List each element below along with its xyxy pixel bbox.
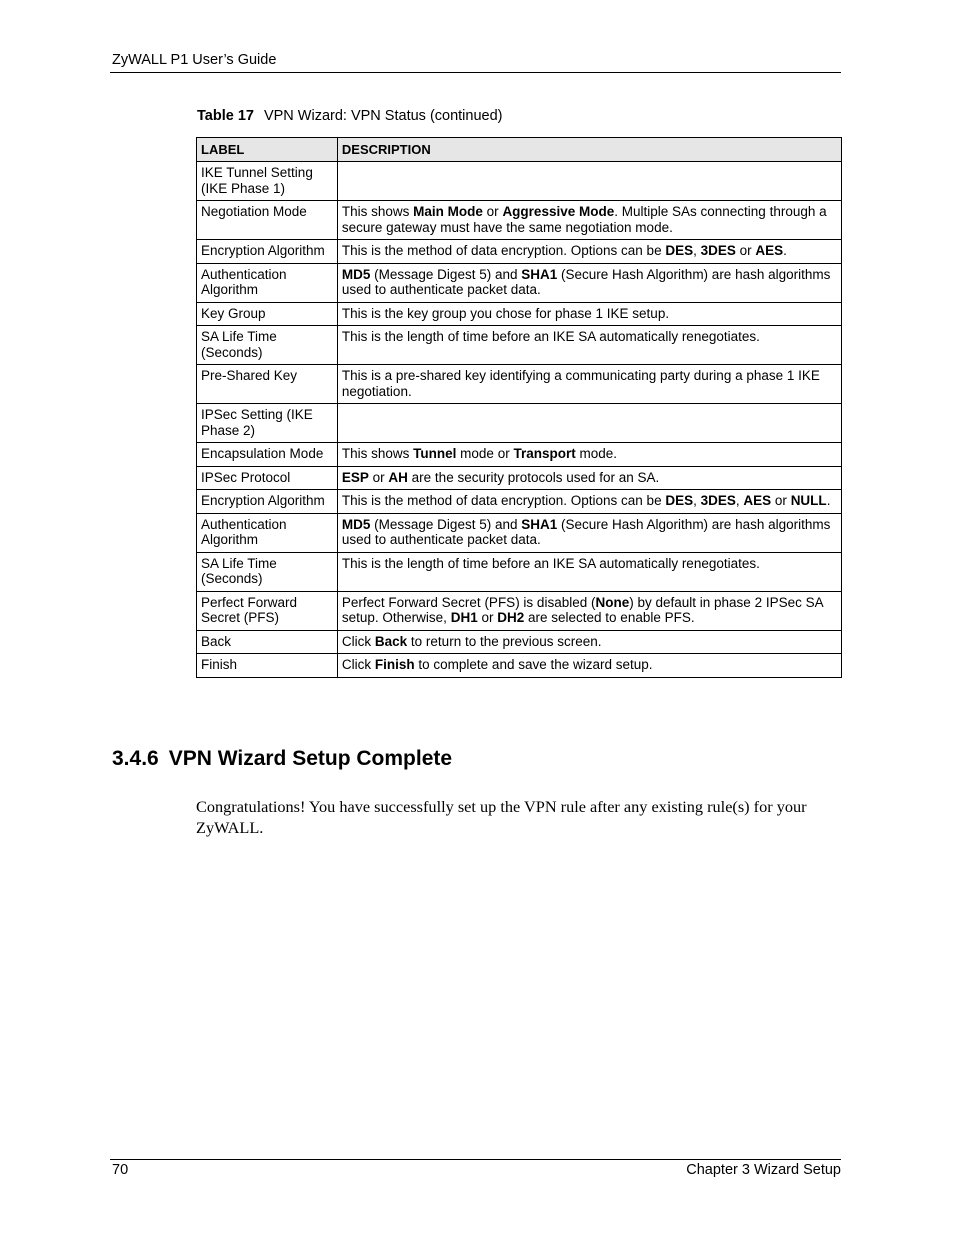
row-description bbox=[337, 201, 841, 240]
description-text: or bbox=[771, 493, 791, 508]
row-label: IPSec Protocol bbox=[197, 466, 338, 490]
description-bold-term: None bbox=[595, 594, 630, 610]
row-label: Perfect Forward Secret (PFS) bbox=[197, 591, 338, 630]
table-row bbox=[197, 162, 842, 201]
row-label: Encryption Algorithm bbox=[197, 240, 338, 264]
description-text: . bbox=[826, 493, 831, 508]
vpn-status-table bbox=[196, 137, 842, 678]
row-label: Finish bbox=[197, 654, 338, 678]
description-bold-term: Aggressive Mode bbox=[502, 204, 615, 219]
table-caption-title: VPN Wizard: VPN Status (continued) bbox=[263, 108, 503, 124]
row-description bbox=[337, 365, 841, 404]
table-row bbox=[197, 201, 842, 240]
description-text: or bbox=[735, 243, 756, 258]
row-label: Authentication Algorithm bbox=[197, 513, 338, 552]
description-text: ) by default in phase 2 IPSec SA setup. Otherwise, bbox=[341, 594, 823, 625]
description-text: mode or bbox=[456, 446, 514, 461]
row-description bbox=[337, 513, 841, 552]
table-row bbox=[197, 654, 842, 678]
description-text: (Message Digest 5) and bbox=[370, 266, 522, 282]
row-label: IPSec Setting (IKE Phase 2) bbox=[197, 404, 338, 443]
table-caption bbox=[197, 108, 503, 124]
description-text: , bbox=[735, 493, 744, 508]
row-description bbox=[337, 630, 841, 654]
row-label: Back bbox=[197, 630, 338, 654]
description-bold-term: AES bbox=[755, 243, 784, 258]
description-bold-term: DH2 bbox=[497, 610, 525, 625]
description-text: This is the length of time before an IKE SA automatically renegotiates. bbox=[341, 329, 760, 344]
table-row bbox=[197, 326, 842, 365]
description-bold-term: Finish bbox=[374, 657, 415, 672]
description-text: This is the method of data encryption. Options can be bbox=[341, 243, 666, 258]
running-header: ZyWALL P1 User’s Guide bbox=[112, 52, 277, 68]
footer-chapter: Chapter 3 Wizard Setup bbox=[686, 1162, 841, 1178]
description-text: This shows bbox=[341, 446, 414, 461]
row-label: IKE Tunnel Setting (IKE Phase 1) bbox=[197, 162, 338, 201]
section-heading bbox=[112, 747, 452, 771]
footer-rule bbox=[110, 1159, 841, 1160]
row-description bbox=[337, 263, 841, 302]
column-header-label: LABEL bbox=[197, 138, 338, 162]
row-description bbox=[337, 162, 841, 201]
column-header-description: DESCRIPTION bbox=[337, 138, 841, 162]
description-text: to complete and save the wizard setup. bbox=[414, 657, 653, 672]
table-row bbox=[197, 302, 842, 326]
description-text: Click bbox=[341, 633, 375, 649]
description-text: or bbox=[368, 469, 389, 485]
description-text: This is the length of time before an IKE SA automatically renegotiates. bbox=[341, 555, 760, 571]
row-label: Key Group bbox=[197, 302, 338, 326]
table-caption-number: Table 17 bbox=[197, 108, 254, 124]
table-row bbox=[197, 630, 842, 654]
description-text: This is the key group you chose for phase 1 IKE setup. bbox=[341, 305, 670, 321]
description-bold-term: MD5 bbox=[341, 266, 371, 282]
description-text: (Secure Hash Algorithm) are hash algorithms used to authenticate packet data. bbox=[341, 266, 831, 297]
description-text: (Secure Hash Algorithm) are hash algorithms used to authenticate packet data. bbox=[341, 516, 831, 547]
description-text: This is a pre-shared key identifying a communicating party during a phase 1 IKE negotiation. bbox=[341, 368, 820, 399]
description-bold-term: AES bbox=[743, 493, 772, 508]
row-label: Authentication Algorithm bbox=[197, 263, 338, 302]
table-row bbox=[197, 552, 842, 591]
table-row bbox=[197, 466, 842, 490]
section-number: 3.4.6 bbox=[112, 747, 159, 770]
description-bold-term: SHA1 bbox=[521, 266, 558, 282]
description-text: Perfect Forward Secret (PFS) is disabled ( bbox=[341, 594, 596, 610]
description-bold-term: AH bbox=[388, 469, 408, 485]
row-description bbox=[337, 552, 841, 591]
description-text: Click bbox=[341, 657, 375, 672]
description-bold-term: SHA1 bbox=[521, 516, 558, 532]
row-label: SA Life Time (Seconds) bbox=[197, 326, 338, 365]
description-bold-term: Transport bbox=[513, 446, 576, 461]
description-bold-term: ESP bbox=[341, 469, 369, 485]
row-description bbox=[337, 404, 841, 443]
table-row bbox=[197, 443, 842, 467]
table-row bbox=[197, 404, 842, 443]
description-bold-term: DES bbox=[665, 243, 694, 258]
description-bold-term: DH1 bbox=[450, 610, 478, 625]
description-text: (Message Digest 5) and bbox=[370, 516, 522, 532]
description-text: . bbox=[783, 243, 787, 258]
row-label: Pre-Shared Key bbox=[197, 365, 338, 404]
table-row bbox=[197, 513, 842, 552]
description-text: mode. bbox=[575, 446, 617, 461]
table-row bbox=[197, 263, 842, 302]
description-text: are the security protocols used for an SA. bbox=[407, 469, 660, 485]
description-text: to return to the previous screen. bbox=[407, 633, 602, 649]
description-text: , bbox=[693, 243, 701, 258]
description-bold-term: Tunnel bbox=[413, 446, 457, 461]
description-text: , bbox=[693, 493, 701, 508]
row-description bbox=[337, 654, 841, 678]
table-row bbox=[197, 490, 842, 514]
description-text: are selected to enable PFS. bbox=[524, 610, 695, 625]
description-bold-term: 3DES bbox=[700, 493, 736, 508]
table-row bbox=[197, 591, 842, 630]
header-rule bbox=[110, 72, 841, 73]
description-text: . Multiple SAs connecting through a secure gateway must have the same negotiation mode. bbox=[341, 204, 827, 235]
row-label: Encryption Algorithm bbox=[197, 490, 338, 514]
row-description bbox=[337, 591, 841, 630]
table-header-row bbox=[197, 138, 842, 162]
row-description bbox=[337, 466, 841, 490]
row-description bbox=[337, 302, 841, 326]
description-bold-term: Back bbox=[374, 633, 408, 649]
description-bold-term: DES bbox=[665, 493, 694, 508]
description-text: This is the method of data encryption. Options can be bbox=[341, 493, 666, 508]
row-description bbox=[337, 326, 841, 365]
description-bold-term: Main Mode bbox=[413, 204, 483, 219]
table-body bbox=[197, 162, 842, 678]
table-row bbox=[197, 365, 842, 404]
row-label: SA Life Time (Seconds) bbox=[197, 552, 338, 591]
row-description bbox=[337, 240, 841, 264]
description-bold-term: MD5 bbox=[341, 516, 371, 532]
section-title: VPN Wizard Setup Complete bbox=[168, 747, 453, 770]
row-description bbox=[337, 490, 841, 514]
table-row bbox=[197, 240, 842, 264]
description-text: This shows bbox=[341, 204, 414, 219]
body-paragraph: Congratulations! You have successfully set up the VPN rule after any existing rule(s) for your ZyWALL. bbox=[196, 797, 807, 837]
row-description bbox=[337, 443, 841, 467]
description-text: or bbox=[482, 204, 503, 219]
row-label: Negotiation Mode bbox=[197, 201, 338, 240]
description-bold-term: 3DES bbox=[700, 243, 736, 258]
footer-page-number: 70 bbox=[112, 1162, 129, 1178]
description-bold-term: NULL bbox=[790, 493, 827, 508]
row-label: Encapsulation Mode bbox=[197, 443, 338, 467]
description-text: or bbox=[477, 610, 498, 625]
